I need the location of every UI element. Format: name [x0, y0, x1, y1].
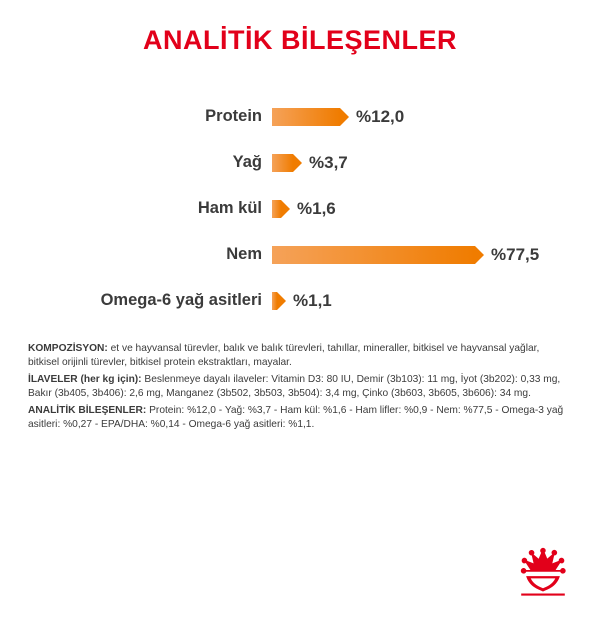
- bar-track: [272, 153, 574, 173]
- bar-track: [272, 107, 574, 127]
- bar-label: Ham kül: [197, 199, 262, 218]
- bar-value: %1,1: [293, 290, 332, 310]
- bar-fill: [272, 154, 293, 172]
- bar-track: [272, 199, 574, 219]
- bar-fill: [272, 200, 281, 218]
- bar-track: [272, 245, 574, 265]
- chart-row: [26, 140, 574, 186]
- bar-value: %1,6: [297, 198, 336, 218]
- chart-row: [26, 94, 574, 140]
- bar-value: %3,7: [309, 152, 348, 172]
- composition-text: [28, 342, 572, 433]
- chart-row: [26, 232, 574, 278]
- bar-label: Omega-6 yağ asitleri: [100, 291, 262, 310]
- bar-label: Nem: [226, 245, 262, 264]
- royal-canin-crown-logo-icon: [512, 542, 574, 604]
- bar-value: %12,0: [356, 106, 405, 126]
- composition-line: [28, 342, 572, 371]
- analytical-lead: ANALİTİK BİLEŞENLER:: [28, 404, 147, 416]
- composition-body: et ve hayvansal türevler, balık ve balık türevleri, tahıllar, mineraller, bitkisel ve hayvansal yağlar, bitkisel orijinli türevler, bitkisel protein ekstraktları, mayalar.: [28, 342, 540, 369]
- analytical-line: [28, 404, 572, 433]
- analytical-constituents-chart: [0, 94, 600, 324]
- bar-label: Protein: [205, 107, 262, 126]
- composition-lead: KOMPOZİSYON:: [28, 342, 108, 354]
- nutrition-panel: [0, 26, 600, 626]
- bar-track: [272, 291, 574, 311]
- bar-value: %77,5: [491, 244, 540, 264]
- bar-fill: [272, 292, 277, 310]
- bar-label: Yağ: [232, 153, 262, 172]
- additives-lead: İLAVELER (her kg için):: [28, 373, 142, 385]
- chart-row: [26, 278, 574, 324]
- additives-line: [28, 373, 572, 402]
- additives-body: Beslenmeye dayalı ilaveler: Vitamin D3: 80 IU, Demir (3b103): 11 mg, İyot (3b202): 0,33 mg, Bakır (3b405, 3b406): 2,6 mg, Manganez (3b502, 3b503, 3b504): 3,4 mg, Çinko (3b603, 3b605, 3b606): 34 mg.: [28, 373, 561, 400]
- bar-fill: [272, 246, 475, 264]
- analytical-body: Protein: %12,0 - Yağ: %3,7 - Ham kül: %1,6 - Ham lifler: %0,9 - Nem: %77,5 - Omega-3 yağ asitleri: %0,27 - EPA/DHA: %0,14 - Omega-6 yağ asitleri: %1,1.: [28, 404, 564, 431]
- bar-fill: [272, 108, 340, 126]
- chart-row: [26, 186, 574, 232]
- page-title: ANALİTİK BİLEŞENLER: [142, 25, 457, 55]
